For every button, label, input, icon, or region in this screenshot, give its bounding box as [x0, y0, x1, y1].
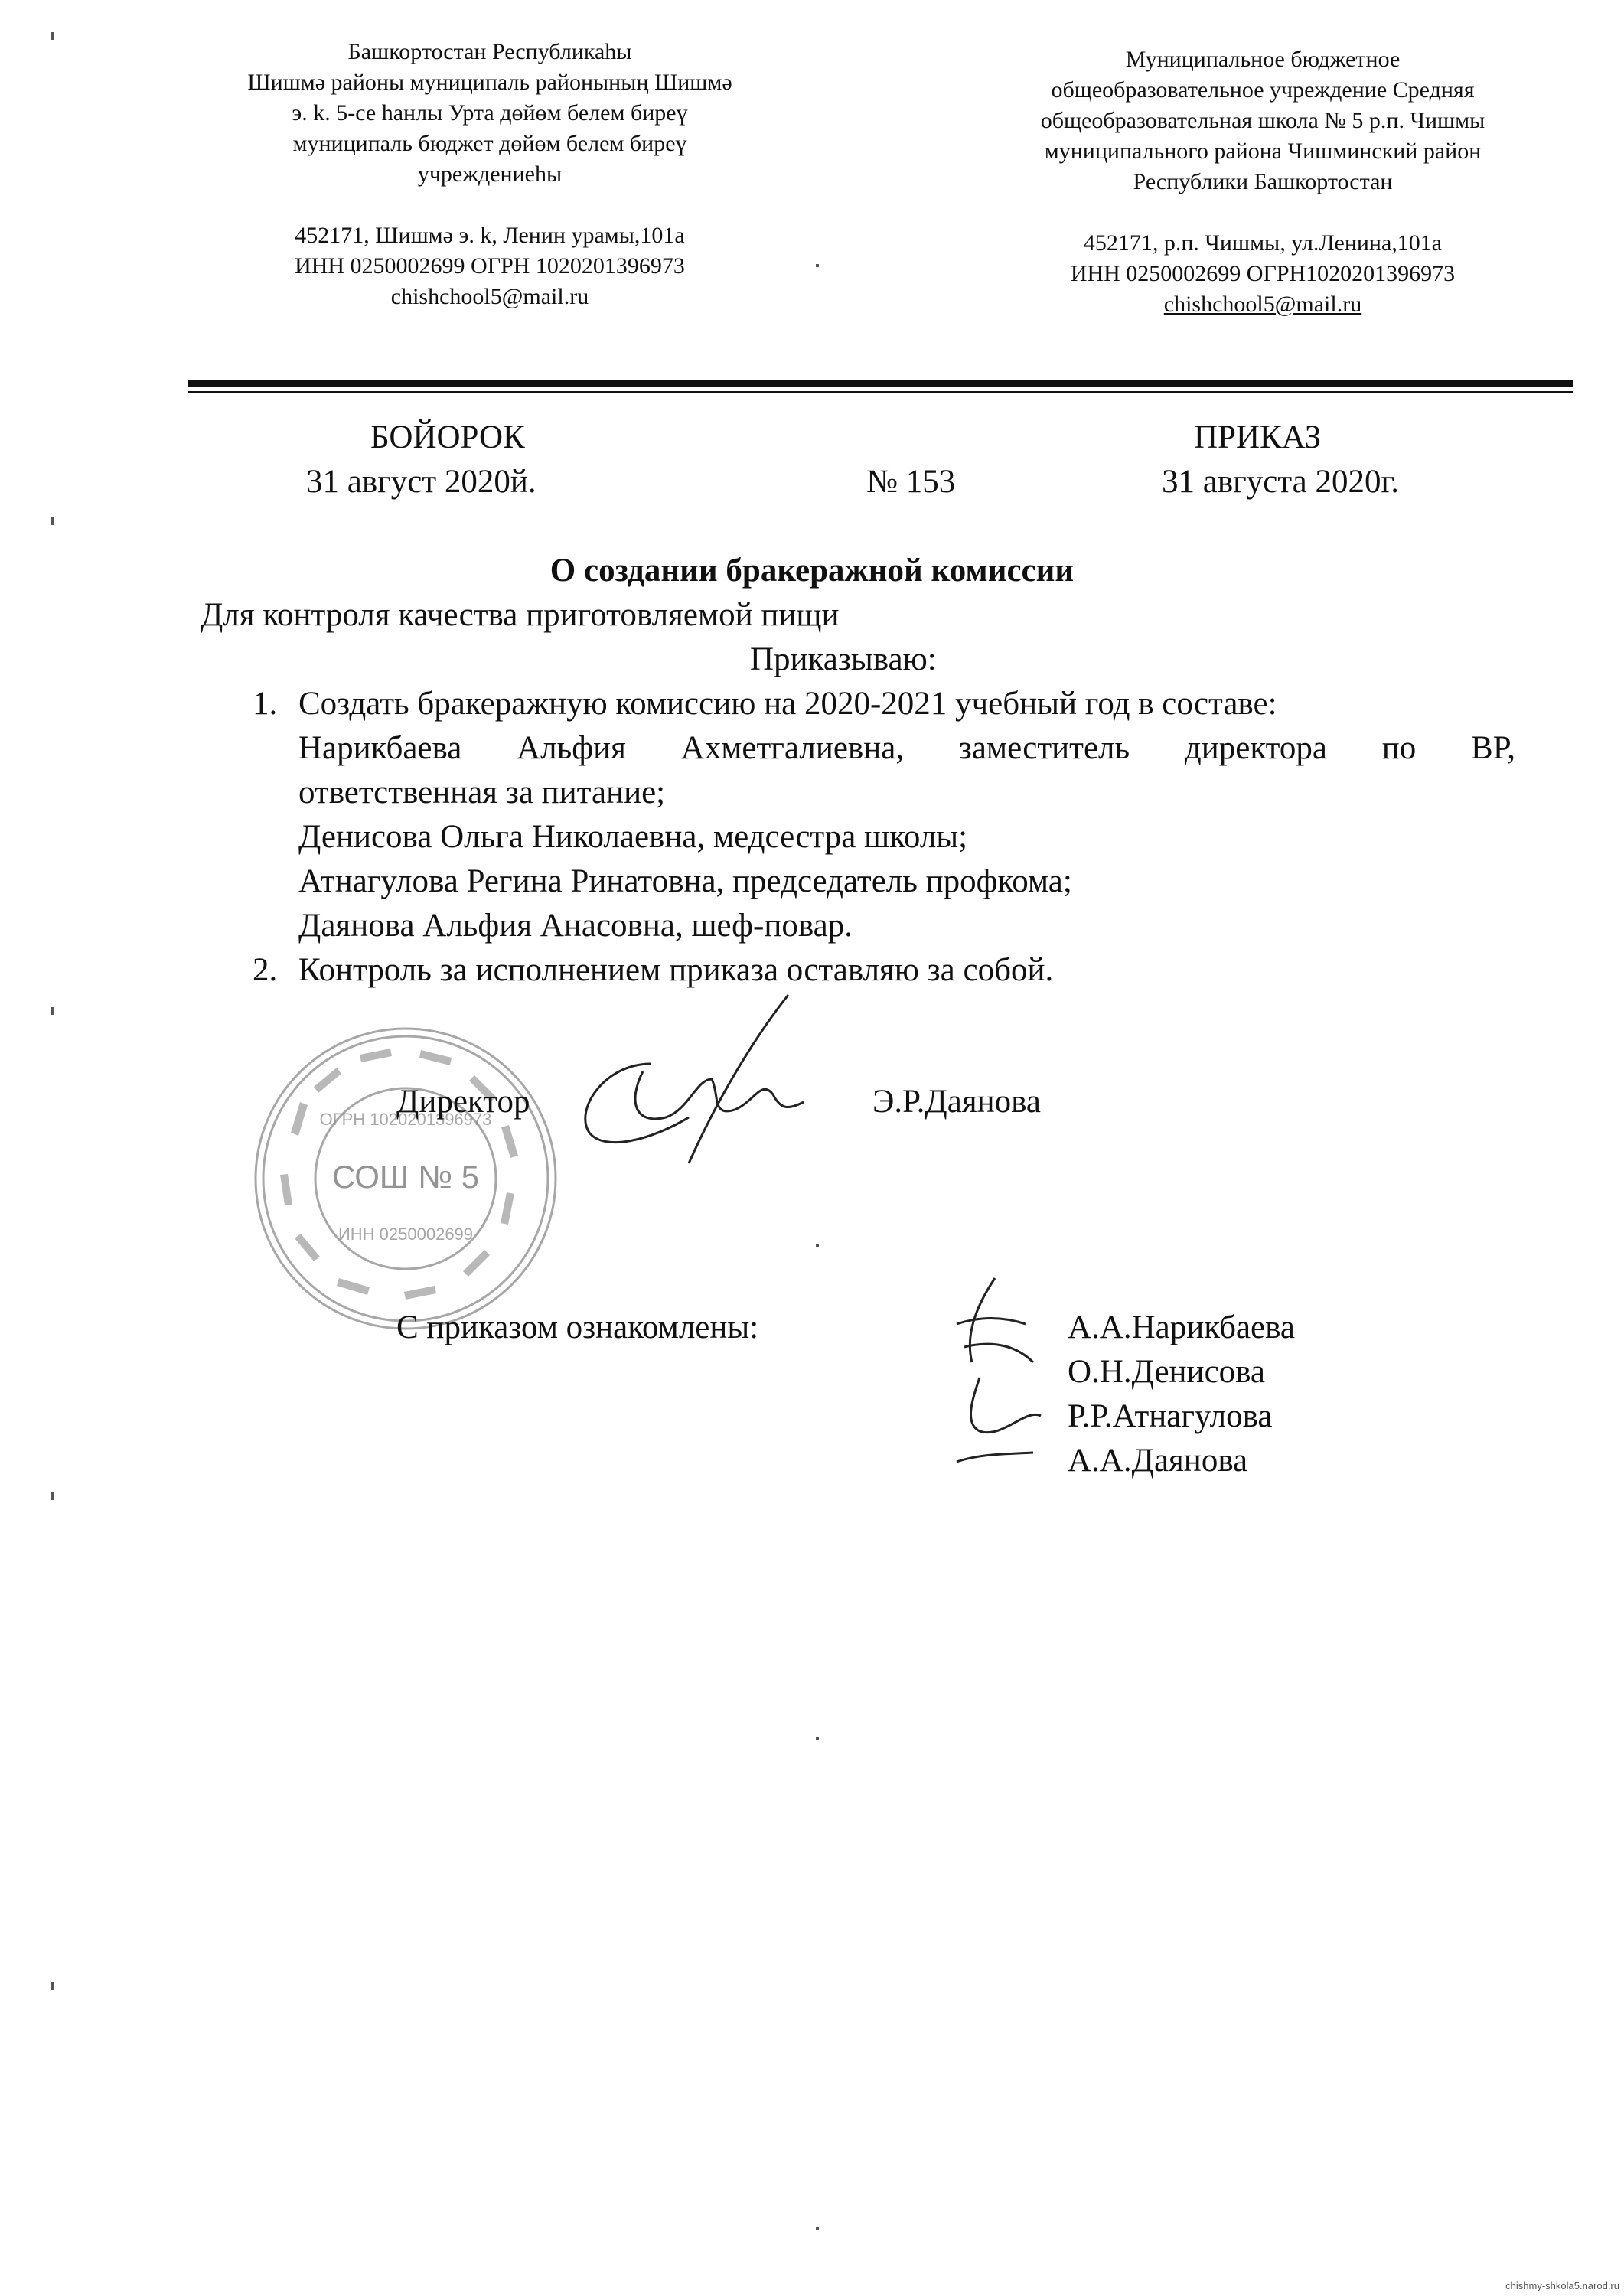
list-item: О.Н.Денисова: [1068, 1354, 1265, 1390]
email-link-right[interactable]: chishchool5@mail.ru: [1163, 292, 1362, 317]
org-line: учреждениеһы: [417, 161, 563, 187]
order-number: № 153: [866, 464, 956, 500]
director-signature: [559, 987, 880, 1202]
org-line: э. k. 5-се һанлы Урта дөйөм белем биреү: [292, 100, 688, 126]
org-line: Башкортостан Республикаһы: [347, 39, 632, 64]
org-line: общеобразовательное учреждение Средняя: [1051, 77, 1475, 103]
member-line: Атнагулова Регина Ринатовна, председатель профкома;: [298, 863, 1072, 899]
stamp-ogrn-text: ОГРН 1020201396973: [319, 1110, 492, 1129]
signatory-role: Директор: [396, 1084, 530, 1120]
acquainted-list: [1068, 1306, 1295, 1483]
header-divider-thick: [188, 380, 1573, 387]
list-item: Р.Р.Атнагулова: [1068, 1398, 1273, 1434]
order-date-bashkir: 31 август 2020й.: [306, 464, 536, 500]
stamp-inn-text: ИНН 0250002699: [338, 1225, 474, 1244]
item-text: Создать бракеражную комиссию на 2020-2021 учебный год в составе:: [298, 686, 1277, 722]
item-number: 1.: [253, 686, 278, 722]
member-line: Даянова Альфия Анасовна, шеф-повар.: [298, 908, 853, 944]
ids-left: ИНН 0250002699 ОГРН 1020201396973: [295, 253, 685, 279]
address-left: 452171, Шишмә э. k, Ленин урамы,101а: [295, 223, 685, 248]
email-link-left[interactable]: chishchool5@mail.ru: [390, 284, 589, 309]
header-left-block: [195, 37, 784, 312]
stamp-center-text: СОШ № 5: [331, 1159, 480, 1195]
address-right: 452171, р.п. Чишмы, ул.Ленина,101а: [1083, 230, 1443, 256]
org-line: общеобразовательная школа № 5 р.п. Чишмы: [1040, 108, 1485, 133]
ids-right: ИНН 0250002699 ОГРН1020201396973: [1070, 261, 1456, 286]
header-right-block: [960, 44, 1565, 320]
header-divider-thin: [188, 391, 1573, 393]
order-title-bashkir: БОЙОРОК: [370, 419, 525, 455]
list-item: [253, 682, 1515, 948]
acquainted-label: С приказом ознакомлены:: [396, 1309, 759, 1345]
item-text: Контроль за исполнением приказа оставляю за собой.: [298, 952, 1054, 988]
command-text: Приказываю:: [750, 641, 937, 677]
list-item: [253, 948, 1515, 993]
order-title-russian: ПРИКАЗ: [1194, 419, 1322, 455]
item-number: 2.: [253, 952, 278, 988]
member-line: Нарикбаева Альфия Ахметгалиевна, заместитель директора по ВР,: [298, 730, 1515, 766]
org-line: Муниципальное бюджетное: [1125, 47, 1401, 72]
watermark: chishmy-shkola5.narod.ru: [1505, 2280, 1619, 2291]
document-heading: О создании бракеражной комиссии: [549, 553, 1075, 589]
signatory-name: Э.Р.Даянова: [872, 1084, 1041, 1120]
member-line: Денисова Ольга Николаевна, медсестра школы;: [298, 819, 968, 855]
list-item: А.А.Нарикбаева: [1068, 1309, 1295, 1345]
order-items-list: [253, 682, 1515, 993]
list-item: А.А.Даянова: [1068, 1443, 1248, 1479]
org-line: муниципального района Чишминский район: [1044, 139, 1482, 164]
official-stamp: [245, 1018, 566, 1339]
intro-text: Для контроля качества приготовляемой пищи: [201, 597, 840, 633]
acquaintance-signatures: [949, 1270, 1087, 1469]
member-line: ответственная за питание;: [298, 775, 666, 810]
org-line: Шишмә районы муниципаль районының Шишмә: [247, 70, 732, 95]
org-line: Республики Башкортостан: [1133, 169, 1393, 194]
order-date-russian: 31 августа 2020г.: [1162, 464, 1400, 500]
org-line: муниципаль бюджет дөйөм белем биреү: [292, 131, 687, 156]
